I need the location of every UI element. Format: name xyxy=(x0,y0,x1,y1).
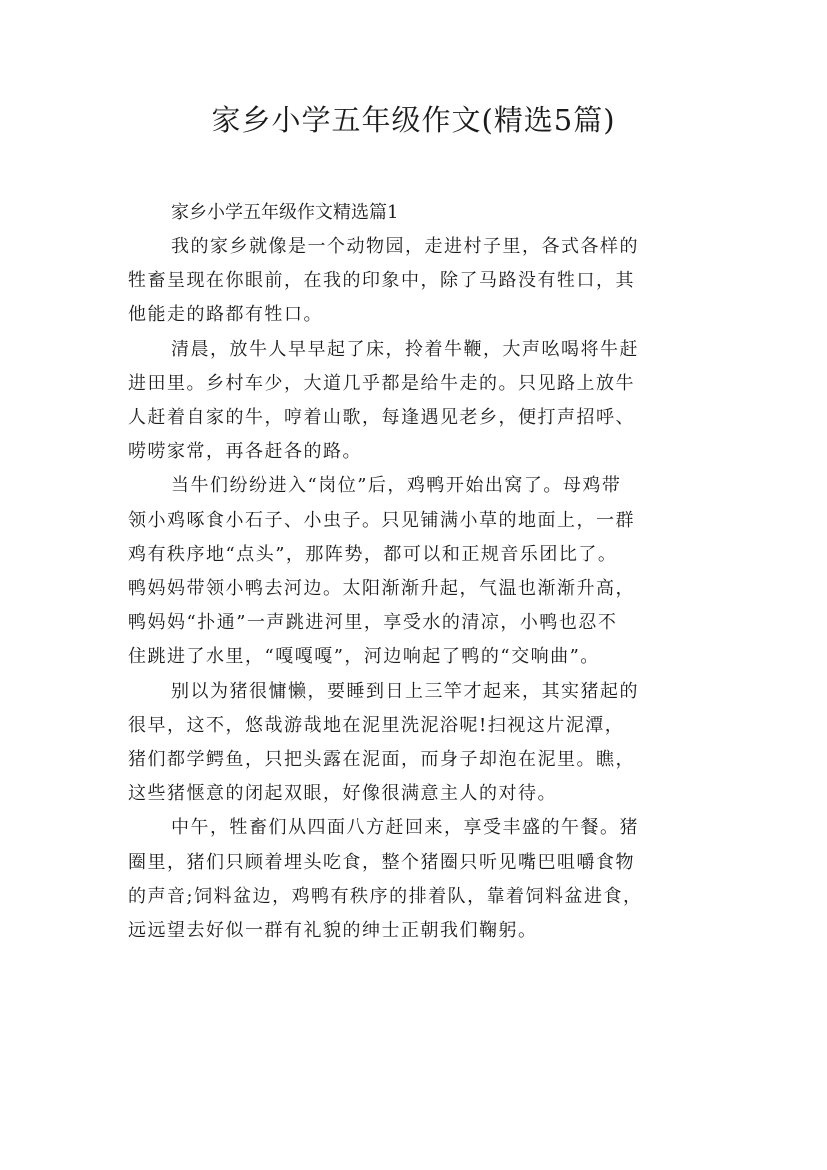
paragraph-line: 中午，牲畜们从四面八方赶回来，享受丰盛的午餐。猪 xyxy=(171,817,639,839)
paragraph-line: 的声音;饲料盆边，鸡鸭有秩序的排着队，靠着饲料盆进食， xyxy=(128,885,643,907)
paragraph-1 xyxy=(128,230,706,333)
paragraph-line: 很早，这不，悠哉游哉地在泥里洗泥浴呢!扫视这片泥潭， xyxy=(128,714,625,736)
paragraph-5 xyxy=(128,811,706,948)
paragraph-line: 鸭妈妈“扑通”一声跳进河里，享受水的清凉，小鸭也忍不 xyxy=(128,612,618,634)
paragraph-line: 别以为猪很慵懒，要睡到日上三竿才起来，其实猪起的 xyxy=(171,680,639,702)
document-title: 家乡小学五年级作文(精选5篇) xyxy=(211,103,616,137)
paragraph-2 xyxy=(128,333,706,470)
section-heading: 家乡小学五年级作文精选篇1 xyxy=(171,202,399,223)
paragraph-line: 当牛们纷纷进入“岗位”后，鸡鸭开始出窝了。母鸡带 xyxy=(171,475,622,497)
paragraph-line: 唠唠家常，再各赶各的路。 xyxy=(128,441,362,463)
paragraph-line: 猪们都学鳄鱼，只把头露在泥面，而身子却泡在泥里。瞧， xyxy=(128,749,635,771)
paragraph-line: 我的家乡就像是一个动物园，走进村子里，各式各样的 xyxy=(171,236,639,257)
paragraph-line: 他能走的路都有牲口。 xyxy=(128,304,323,326)
paragraph-line: 远远望去好似一群有礼貌的绅士正朝我们鞠躬。 xyxy=(128,920,538,942)
paragraph-line: 人赶着自家的牛，哼着山歌，每逢遇见老乡，便打声招呼、 xyxy=(128,407,635,429)
paragraph-line: 牲畜呈现在你眼前，在我的印象中，除了马路没有牲口，其 xyxy=(128,270,635,292)
paragraph-line: 圈里，猪们只顾着埋头吃食，整个猪圈只听见嘴巴咀嚼食物 xyxy=(128,851,635,873)
paragraph-line: 鸡有秩序地“点头”，那阵势，都可以和正规音乐团比了。 xyxy=(128,543,618,565)
paragraph-line: 领小鸡啄食小石子、小虫子。只见铺满小草的地面上，一群 xyxy=(128,509,635,531)
document-body xyxy=(128,196,706,948)
paragraph-line: 鸭妈妈带领小鸭去河边。太阳渐渐升起，气温也渐渐升高， xyxy=(128,578,635,600)
paragraph-line: 进田里。乡村车少，大道几乎都是给牛走的。只见路上放牛 xyxy=(128,372,635,394)
paragraph-4 xyxy=(128,675,706,812)
paragraph-line: 住跳进了水里，“嘎嘎嘎”，河边响起了鸭的“交响曲”。 xyxy=(128,646,600,668)
paragraph-3 xyxy=(128,469,706,674)
paragraph-line: 清晨，放牛人早早起了床，拎着牛鞭，大声吆喝将牛赶 xyxy=(171,338,639,360)
paragraph-line: 这些猪惬意的闭起双眼，好像很满意主人的对待。 xyxy=(128,783,557,805)
